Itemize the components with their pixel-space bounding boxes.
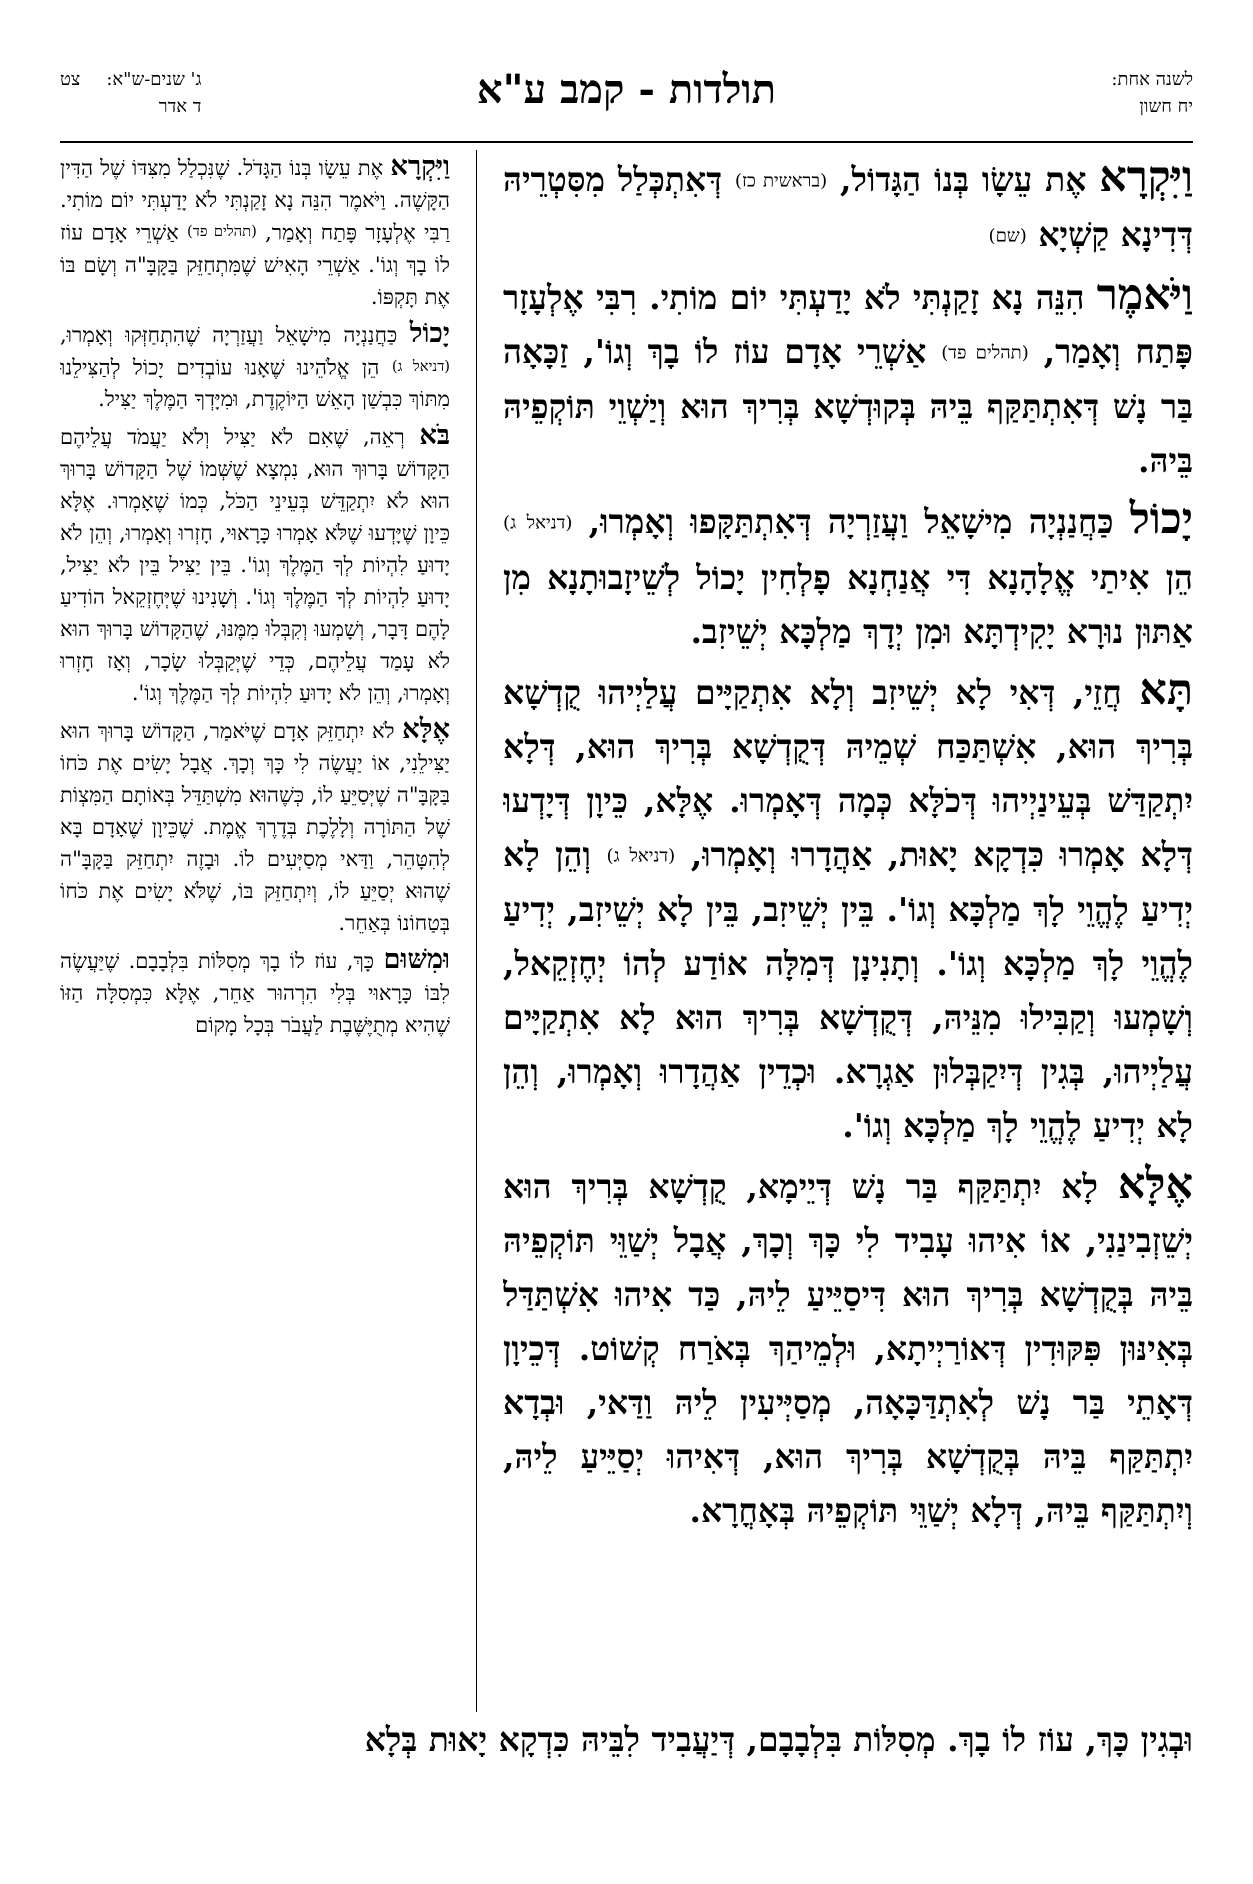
- paragraph-text: אַשְׁרֵי אָדָם עוֹז לוֹ בָךְ וְגוֹ', זַכָּאָה בַּר נָשׁ דְּאִתְתַּקַּף בֵּיהּ בְּקוּדְשָׁא בְּרִיךְ הוּא וְיַשְׁוֵי תּוֹקְפֵיהּ בֵּיהּ.: [503, 331, 1193, 481]
- paragraph-text: לֹא יִתְחַזֵּק אָדָם שֶׁיֹּאמַר, הַקָּדוֹשׁ בָּרוּךְ הוּא יַצִּילֵנִי, אוֹ יַעֲשֶׂה לִי כָּךְ וְכָךְ. אֲבָל יָשִׂים אֶת כֹּחוֹ בַּקָּבָּ"ה שֶׁיְּסַיֵּעַ לוֹ, כְּשֶׁהוּא מִשְׁתַּדֵּל בְּאוֹתָם הַמִּצְוֹת שֶׁל הַתּוֹרָה וְלָלֶכֶת בְּדֶרֶךְ אֱמֶת. שֶׁכֵּיוָן שֶׁאָדָם בָּא לְהִטָּהֵר, וַדַּאי מְסַיְּעִים לוֹ. וּבָזֶה יִתְחַזֵּק בַּקָּבָּ"ה שֶׁהוּא יְסַיֵּעַ לוֹ, וְיִתְחַזֵּק בּוֹ, שֶׁלֹּא יָשִׂים אֶת כֹּחוֹ בְּטַחוֹנוֹ בְּאַחֵר.: [60, 719, 450, 936]
- column-divider: [476, 150, 477, 1712]
- paragraph-text: כַּחֲנַנְיָה מִישָׁאֵל וַעֲזַרְיָה שֶׁהִתְחַזְּקוּ וְאָמְרוּ,: [60, 322, 410, 347]
- source-reference: (דניאל ג): [391, 357, 450, 375]
- main-paragraph: [503, 150, 1193, 264]
- commentary-paragraph: [60, 943, 450, 1041]
- main-text-column: [503, 150, 1193, 1542]
- main-paragraph: [503, 1157, 1193, 1538]
- main-paragraph: [503, 492, 1193, 658]
- lead-word: יָכוֹל: [409, 316, 450, 349]
- page-header: [60, 60, 1193, 140]
- commentary-paragraph: [60, 317, 450, 416]
- paragraph-text: אֶת עֵשָׂו בְּנוֹ הַגָּדוֹל,: [827, 160, 1100, 199]
- paragraph-text: הֵן אִיתַי אֱלָהָנָא דִּי אֲנַחְנָא פָלְחִין יָכוֹל לְשֵׁיזָבוּתָנָא מִן אַתּוּן נוּרָא יָקִידְתָּא וּמִן יְדָךְ מַלְכָּא יְשֵׁיזִב.: [503, 557, 1193, 651]
- source-reference: (תהלים פד): [187, 223, 257, 240]
- schedule-one-year-date: יח חשון: [1139, 96, 1193, 117]
- source-reference: (שם): [988, 225, 1027, 247]
- paragraph-text: אַשְׁרֵי אָדָם עוֹז לוֹ בָךְ וְגוֹ'. אַשְׁרֵי הָאִישׁ שֶׁמִּתְחַזֵּק בַּקָּבָּ"ה וְשָׂם בּוֹ אֶת תָּקְפּוֹ.: [60, 220, 450, 309]
- lead-word: אֶלָּא: [1117, 1159, 1193, 1210]
- lead-word: וּמִשּׁוּם: [383, 943, 450, 976]
- header-left-dates: [60, 66, 201, 120]
- paragraph-text: לָא יִתְתַּקַּף בַּר נָשׁ דְּיֵימָא, קֻדְשָׁא בְּרִיךְ הוּא יְשֵׁזְבִינַנִי, אוֹ אִיהוּ עָבִיד לִי כָּךְ וְכָךְ, אֲבָל יְשַׁוֵּי תּוֹקְפֵיהּ בֵּיהּ בְּקֻדְשָׁא בְּרִיךְ הוּא דִּיסַיֵּיעַ לֵיהּ, כַּד אִיהוּ אִשְׁתַּדַּל בְּאִינּוּן פִּקּוּדִין דְּאוֹרַיְיתָא, וּלְמֵיהַךְ בְּאֹרַח קְשׁוֹט. דְּכֵיוָן דְּאָתֵי בַּר נָשׁ לְאִתְדַּכָּאָה, מְסַיְּיעִין לֵיהּ וַדַּאי, וּבְדָא יִתְתַּקַּף בֵּיהּ בְּקֻדְשָׁא בְּרִיךְ הוּא, דְּאִיהוּ יְסַיֵּיעַ לֵיהּ, וְיִתְתַּקַּף בֵּיהּ, דְּלָא יְשַׁוֵּי תּוֹקְפֵיהּ בְּאָחֳרָא.: [503, 1167, 1193, 1531]
- source-reference: (דניאל ג): [606, 845, 676, 867]
- lead-word: וַיִּקְרָא: [390, 150, 450, 182]
- paragraph-text: חֲזֵי, דְּאִי לָא יְשֵׁיזִב וְלָא אִתְקַיָּים עֲלַיְיהוּ קֻדְשָׁא בְּרִיךְ הוּא, אִשְׁתַּכַּח שְׁמֵיהּ דְּקֻדְשָׁא בְּרִיךְ הוּא, דְּלָא יִתְקַדַּשׁ בְּעֵינַיְיהוּ דְּכֹלָּא כְּמָה דְּאָמְרוּ. אֶלָּא, כֵּיוָן דְּיָדְעוּ דְּלָא אָמְרוּ כִּדְקָא יָאוּת, אַהֲדָרוּ וְאָמְרוּ,: [503, 672, 1193, 874]
- paragraph-text: הִנֵּה נָא זָקַנְתִּי לֹא יָדַעְתִּי יוֹם מוֹתִי. רִבִּי אֶלְעָזָר פָּתַח וְאָמַר,: [503, 277, 1193, 371]
- page-number: צט: [60, 69, 81, 90]
- commentary-paragraph: [60, 150, 450, 313]
- schedule-three-year: ג' שנים-ש"א:: [106, 69, 202, 90]
- schedule-three-year-date: ד אדר: [158, 96, 202, 117]
- source-reference: (תהלים פד): [941, 342, 1029, 364]
- header-rule: [60, 141, 1193, 143]
- lead-word: אֶלָּא: [402, 713, 450, 746]
- lead-word: תָּא: [1139, 664, 1193, 715]
- page-title: תולדות - קמב ע"א: [476, 66, 777, 113]
- paragraph-text: כָּךְ, עוֹז לוֹ בָךְ מְסִלּוֹת בִּלְבָבָם. שֶׁיַּעֲשֶׂה לִבּוֹ כָּרָאוּי בְּלִי הִרְהוּר אַחֵר, אֶלָּא כִּמְסִלָּה הַזּוֹ שֶׁהִיא מְתֻיֶּשֶּׁבֶת לַעֲבֹר בְּכָל מָקוֹם: [60, 949, 450, 1038]
- source-reference: (בראשית כז): [734, 170, 828, 192]
- lead-word: בֹּא: [419, 419, 450, 452]
- main-paragraph: [503, 268, 1193, 488]
- paragraph-text: כַּחֲנַנְיָה מִישָׁאֵל וַעֲזַרְיָה דְּאִתְתַּקָּפוּ וְאָמְרוּ,: [572, 502, 1130, 542]
- schedule-one-year: לשנה אחת:: [1111, 69, 1193, 90]
- paragraph-text: אֶת עֵשָׂו בְּנוֹ הַגָּדֹל. שֶׁנִּכְלַל מִצִּדּוֹ שֶׁל הַדִּין הַקָּשֶׁה. וַיֹּאמֶר הִנֵּה נָא זָקַנְתִּי לֹא יָדַעְתִּי יוֹם מוֹתִי. רַבִּי אֶלְעָזָר פָּתַח וְאָמַר,: [60, 156, 450, 245]
- lead-word: וַיִּקְרָא: [1099, 152, 1193, 202]
- commentary-column: [60, 150, 450, 1045]
- lead-word: יָכוֹל: [1129, 494, 1193, 545]
- commentary-paragraph: [60, 419, 450, 709]
- lead-word: וַיֹּאמֶר: [1096, 269, 1193, 320]
- source-reference: (דניאל ג): [503, 512, 573, 534]
- continuation-line: וּבְגִין כָּךְ, עוֹז לוֹ בָךְ. מְסִלּוֹת בִּלְבָבָם, דְּיַעֲבִיד לִבֵּיהּ כִּדְקָא יָאוּת בְּלָא: [364, 1720, 1193, 1759]
- paragraph-text: רְאֵה, שֶׁאִם לֹא יַצִּיל וְלֹא יַעֲמֹד עֲלֵיהֶם הַקָּדוֹשׁ בָּרוּךְ הוּא, נִמְצָא שֶׁשְּׁמוֹ שֶׁל הַקָּדוֹשׁ בָּרוּךְ הוּא לֹא יִתְקַדֵּשׁ בְּעֵינֵי הַכֹּל, כְּמוֹ שֶׁאָמְרוּ. אֶלָּא כֵּיוָן שֶׁיָּדְעוּ שֶׁלֹּא אָמְרוּ כָּרָאוּי, חָזְרוּ וְאָמְרוּ, וְהֵן לֹא יָדוּעַ לִהְיוֹת לְךָ הַמֶּלֶךְ וְגוֹ'. בֵּין יַצִּיל בֵּין לֹא יַצִּיל, יָדוּעַ לִהְיוֹת לְךָ הַמֶּלֶךְ וְגוֹ'. וְשָׁנִינוּ שֶׁיְּחֶזְקֵאל הוֹדִיעַ לָהֶם דָּבָר, וְשָׁמְעוּ וְקִבְּלוּ מִמֶּנּוּ, שֶׁהַקָּדוֹשׁ בָּרוּךְ הוּא לֹא עָמַד עֲלֵיהֶם, כְּדֵי שֶׁיְּקַבְּלוּ שָׂכָר, וְאָז חָזְרוּ וְאָמְרוּ, וְהֵן לֹא יָדוּעַ לִהְיוֹת לְךָ הַמֶּלֶךְ וְגוֹ'.: [60, 425, 450, 706]
- paragraph-text: וְהֵן לָא יְדִיעַ לֶהֱוֵי לָךְ מַלְכָּא וְגוֹ'. בֵּין יְשֵׁיזִב, בֵּין לָא יְשֵׁיזִב, יְדִיעַ לֶהֱוֵי לָךְ מַלְכָּא וְגוֹ'. וְתָנִינָן דְּמִלָּה אוֹדַע לְהוֹ יְחֶזְקֵאל, וְשָׁמְעוּ וְקַבִּילוּ מִנֵּיהּ, דְּקֻדְשָׁא בְּרִיךְ הוּא לָא אִתְקַיָּים עֲלַיְיהוּ, בְּגִין דְּיִקַבְּלוּן אַגְרָא. וּכְדֵין אַהֲדָרוּ וְאָמְרוּ, וְהֵן לָא יְדִיעַ לֶהֱוֵי לָךְ מַלְכָּא וְגוֹ'.: [503, 834, 1193, 1146]
- main-paragraph: [503, 663, 1193, 1153]
- commentary-paragraph: [60, 713, 450, 939]
- paragraph-text: דְּאִתְכְּלַל מִסִּטְרֵיהּ דְּדִינָא קַשְׁיָא: [503, 160, 1193, 255]
- paragraph-text: הֵן אֱלֹהֵינוּ שֶׁאָנוּ עוֹבְדִים יָכוֹל לְהַצִּילֵנוּ מִתּוֹךְ כִּבְשַׁן הָאֵשׁ הַיּוֹקֶדֶת, וּמִיָּדְךָ הַמֶּלֶךְ יַצִּיל.: [60, 355, 450, 412]
